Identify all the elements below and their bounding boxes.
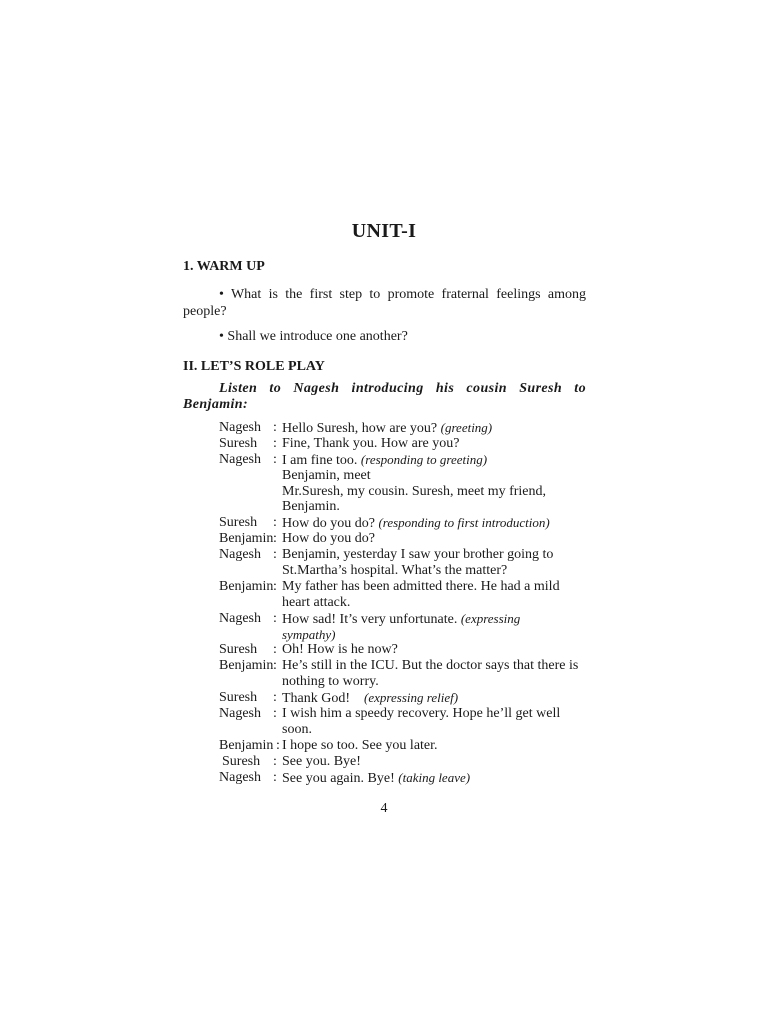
line-text: Benjamin, yesterday I saw your brother going to — [282, 547, 554, 563]
stage-cue: (greeting) — [440, 420, 493, 435]
dialogue-line — [219, 436, 619, 452]
dialogue-line — [219, 658, 619, 674]
colon: : — [273, 610, 277, 626]
dialogue-line — [219, 738, 619, 754]
speaker: Suresh — [219, 435, 258, 451]
line-text: How do you do? — [282, 531, 375, 547]
line-text: How sad! It’s very unfortunate. — [282, 611, 458, 627]
stage-cue: (taking leave) — [398, 769, 471, 785]
line-text: He’s still in the ICU. But the doctor says that there is — [282, 658, 579, 674]
line-text: soon. — [282, 721, 312, 737]
speaker: Suresh — [222, 753, 261, 769]
line-text: I hope so too. See you later. — [282, 737, 438, 753]
line-text: See you. Bye! — [282, 753, 361, 769]
line-text: nothing to worry. — [282, 674, 379, 690]
dialogue-continuation — [219, 484, 619, 500]
stage-cue: sympathy) — [282, 626, 336, 642]
colon: : — [273, 658, 277, 674]
question-1-line-1: • What is the first step to promote fraternal feelings among — [219, 287, 586, 302]
dialogue-continuation — [219, 563, 619, 579]
line-text: My father has been admitted there. He had a mild — [282, 578, 560, 594]
line-text: I am fine too. — [282, 452, 358, 468]
line-text: How do you do? — [282, 516, 375, 532]
speaker: Nagesh — [219, 547, 261, 563]
role-play-intro — [183, 381, 586, 413]
colon: : — [273, 753, 277, 769]
colon: : — [273, 690, 277, 706]
speaker: Suresh — [219, 515, 258, 531]
colon: : — [273, 547, 277, 563]
speaker: Benjamin — [219, 658, 274, 674]
speaker: Benjamin — [219, 578, 274, 594]
question-1-line-2: people? — [183, 304, 227, 319]
line-text: I wish him a speedy recovery. Hope he’ll get well — [282, 706, 561, 722]
dialogue-line — [219, 690, 619, 706]
unit-title: UNIT-I — [351, 220, 417, 242]
line-text: See you again. Bye! — [282, 770, 395, 786]
colon: : — [273, 578, 277, 594]
line-text: Oh! How is he now? — [282, 642, 398, 658]
speaker: Nagesh — [219, 706, 261, 722]
stage-cue: (responding to first introduction) — [378, 515, 550, 531]
speaker: Nagesh — [219, 769, 261, 785]
dialogue-continuation — [219, 627, 619, 643]
line-text: Mr.Suresh, my cousin. Suresh, meet my friend, — [282, 483, 547, 499]
warm-up-heading: 1. WARM UP — [183, 259, 265, 274]
dialogue-line — [219, 420, 619, 436]
dialogue — [219, 420, 619, 785]
speaker: Suresh — [219, 690, 258, 706]
line-text: Benjamin, meet — [282, 467, 371, 483]
speaker: Nagesh — [219, 420, 261, 435]
dialogue-continuation — [219, 595, 619, 611]
line-text: Thank God! — [282, 691, 365, 707]
speaker: Nagesh — [219, 451, 261, 467]
role-play-heading: II. LET’S ROLE PLAY — [183, 359, 325, 374]
dialogue-line — [219, 611, 619, 627]
line-text: St.Martha’s hospital. What’s the matter? — [282, 563, 508, 579]
intro-line-2: Benjamin: — [183, 397, 249, 412]
warm-up-question-1 — [183, 286, 586, 320]
dialogue-line — [219, 642, 619, 658]
stage-cue: (responding to greeting) — [360, 451, 488, 467]
dialogue-continuation — [219, 722, 619, 738]
colon: : — [273, 420, 277, 435]
dialogue-line — [219, 579, 619, 595]
intro-line-1: Listen to Nagesh introducing his cousin Suresh to — [219, 381, 586, 396]
colon: : — [273, 642, 277, 658]
colon: : — [273, 706, 277, 722]
speaker: Benjamin — [219, 531, 274, 547]
warm-up-question-2: • Shall we introduce one another? — [219, 329, 408, 344]
dialogue-line — [219, 706, 619, 722]
colon: : — [276, 737, 280, 753]
dialogue-continuation — [219, 468, 619, 484]
line-text: Hello Suresh, how are you? — [282, 421, 438, 436]
dialogue-line — [219, 547, 619, 563]
line-text: Benjamin. — [282, 499, 340, 515]
page-number: 4 — [380, 801, 388, 816]
stage-cue: (expressing — [460, 610, 521, 626]
colon: : — [273, 531, 277, 547]
speaker: Benjamin — [219, 737, 274, 753]
speaker: Nagesh — [219, 610, 261, 626]
dialogue-line — [219, 531, 619, 547]
stage-cue: (expressing relief) — [364, 690, 459, 706]
speaker: Suresh — [219, 642, 258, 658]
dialogue-line — [219, 515, 619, 531]
line-text: Fine, Thank you. How are you? — [282, 435, 460, 451]
dialogue-line — [219, 754, 619, 770]
line-text: heart attack. — [282, 594, 351, 610]
dialogue-continuation — [219, 499, 619, 515]
dialogue-line — [219, 770, 619, 786]
colon: : — [273, 451, 277, 467]
dialogue-continuation — [219, 674, 619, 690]
colon: : — [273, 515, 277, 531]
dialogue-line — [219, 452, 619, 468]
colon: : — [273, 769, 277, 785]
colon: : — [273, 435, 277, 451]
